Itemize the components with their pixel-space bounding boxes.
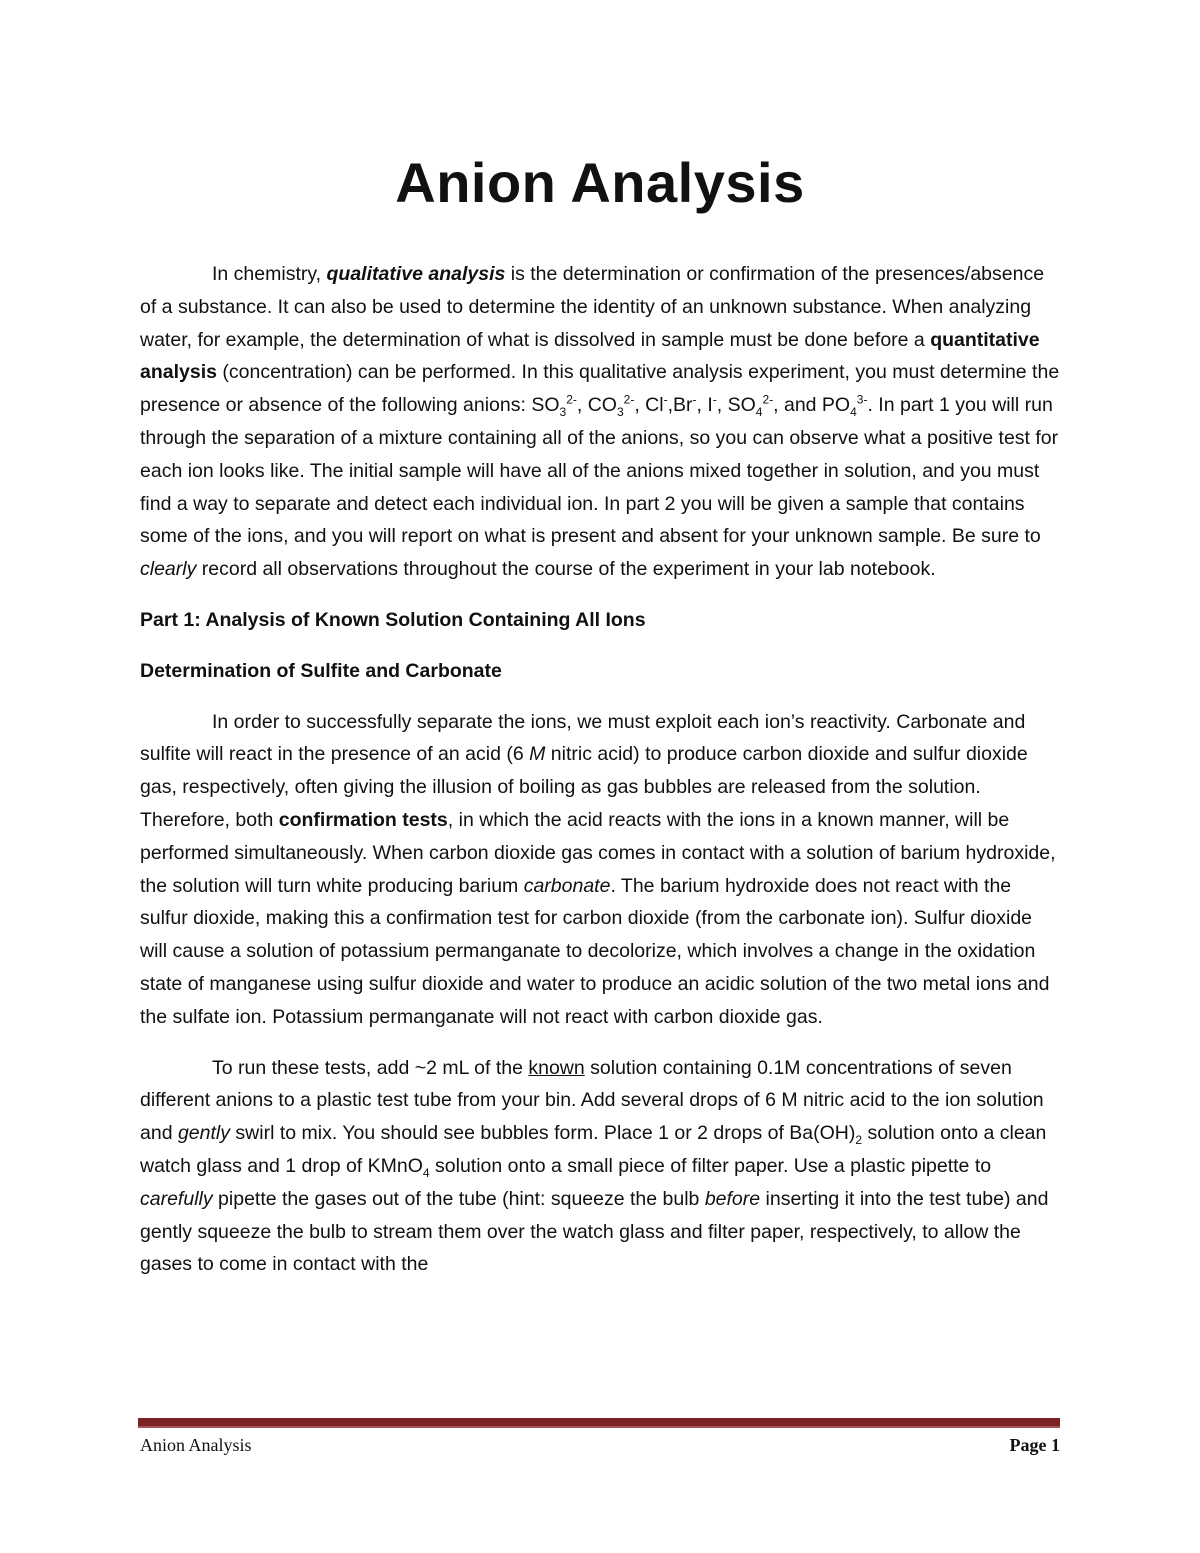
footer-document-title: Anion Analysis [140, 1435, 252, 1455]
footer-divider [138, 1418, 1060, 1428]
intro-paragraph: In chemistry, qualitative analysis is the determination or confirmation of the presences/absence of a substance. It can also be used to determine the identity of an unknown substance. When analyzing water, for example, the determination of what is dissolved in sample must be done before a quantitative analysis (concentration) can be performed. In this qualitative analysis experiment, you must determine the presence or absence of the following anions: $SO_3^{2-}$, $CO_3^{2-}$, Cl-,Br-, I-, $SO_4^{2-}$, and $PO_4^{3-}$. In part 1 you will run through the separation of a mixture containing all of the anions, so you can observe what a positive test for each ion looks like. The initial sample will have all of the anions mixed together in solution, and you must find a way to separate and detect each individual ion. In part 2 you will be given a sample that contains some of the ions, and you will report on what is present and absent for your unknown sample. Be sure to clearly record all observations throughout the course of the experiment in your lab notebook. [140, 263, 1060, 581]
part1-heading: Part 1: Analysis of Known Solution Containing All Ions [140, 608, 646, 631]
procedure-paragraph: To run these tests, add ~2 mL of the known solution containing 0.1M concentrations of seven different anions to a plastic test tube from your bin. Add several drops of 6 M nitric acid to the ion solution and gently swirl to mix. You should see bubbles form. Place 1 or 2 drops of $Ba(OH)_2$ solution onto a clean watch glass and 1 drop of KMnO$_4$ solution onto a small piece of filter paper. Use a plastic pipette to carefully pipette the gases out of the tube (hint: squeeze the bulb before inserting it into the test tube) and gently squeeze the bulb to stream them over the watch glass and filter paper, respectively, to allow the gases to come in contact with the [140, 1056, 1049, 1276]
sulfite-carbonate-paragraph: In order to successfully separate the ions, we must exploit each ion’s reactivity. Carbonate and sulfite will react in the presence of an acid (6 M nitric acid) to produce carbon dioxide and sulfur dioxide gas, respectively, often giving the illusion of boiling as gas bubbles are released from the solution. Therefore, both confirmation tests, in which the acid reacts with the ions in a known manner, will be performed simultaneously. When carbon dioxide gas comes in contact with a solution of barium hydroxide, the solution will turn white producing barium carbonate. The barium hydroxide does not react with the sulfur dioxide, making this a confirmation test for carbon dioxide (from the carbonate ion). Sulfur dioxide will cause a solution of potassium permanganate to decolorize, which involves a change in the oxidation state of manganese using sulfur dioxide and water to produce an acidic solution of the two metal ions and the sulfate ion. Potassium permanganate will not react with carbon dioxide gas. [140, 710, 1056, 1028]
page-title: Anion Analysis [395, 151, 805, 214]
section-heading: Determination of Sulfite and Carbonate [140, 659, 502, 682]
document-body [140, 258, 1060, 1281]
footer-page-number: Page 1 [1009, 1435, 1060, 1455]
